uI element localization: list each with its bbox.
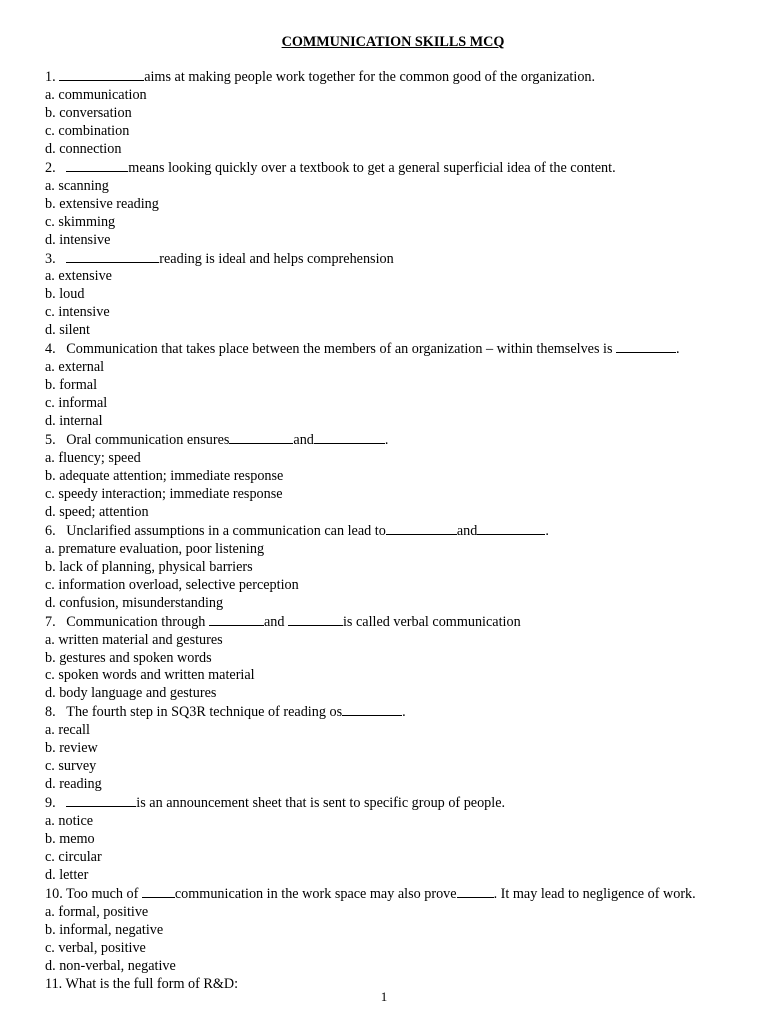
answer-blank <box>477 522 545 535</box>
question-text: Too much of <box>66 885 139 902</box>
document-title: COMMUNICATION SKILLS MCQ <box>281 34 505 50</box>
question-mid: and <box>456 522 478 539</box>
question-text: The fourth step in SQ3R technique of reading os <box>66 704 343 721</box>
option-a: a. communication <box>45 86 147 103</box>
answer-blank <box>314 431 385 444</box>
question-number: 5. <box>45 432 56 449</box>
answer-blank <box>59 68 144 81</box>
question-end: is called verbal communication <box>342 613 521 630</box>
question-number: 11. <box>45 975 63 992</box>
question-number: 2. <box>45 159 56 176</box>
answer-blank <box>66 794 136 807</box>
question-end: . <box>384 432 389 449</box>
option-c: c. intensive <box>45 304 110 321</box>
option-d: d. silent <box>45 322 90 339</box>
answer-blank <box>66 250 159 263</box>
question-end: . <box>545 522 549 539</box>
option-c: c. informal <box>45 395 108 412</box>
option-c: c. verbal, positive <box>45 939 146 956</box>
question-mid: and <box>293 432 314 449</box>
question-text: aims at making people work together for the common good of the organization. <box>144 69 596 85</box>
answer-blank <box>342 703 402 716</box>
option-a: a. extensive <box>45 268 112 285</box>
option-a: a. external <box>45 359 105 376</box>
question-text: What is the full form of R&D: <box>65 975 239 992</box>
question-text: Communication that takes place between the members of an organization – within themselves is <box>66 341 613 358</box>
option-b: b. adequate attention; immediate response <box>45 467 284 484</box>
option-c: c. information overload, selective perception <box>45 576 299 593</box>
question-number: 7. <box>45 613 56 630</box>
option-c: c. spoken words and written material <box>45 667 255 684</box>
option-d: d. confusion, misunderstanding <box>45 594 224 611</box>
option-a: a. scanning <box>45 177 109 194</box>
option-b: b. memo <box>45 831 95 848</box>
option-a: a. formal, positive <box>45 903 149 920</box>
option-c: c. circular <box>45 848 102 865</box>
option-d: d. non-verbal, negative <box>45 957 176 974</box>
document-page <box>45 33 745 994</box>
answer-blank <box>616 340 676 353</box>
option-d: d. reading <box>45 776 102 793</box>
question-8 <box>45 703 745 722</box>
question-number: 1. <box>45 69 56 85</box>
question-text: Communication through <box>66 613 206 630</box>
answer-blank <box>66 159 128 172</box>
answer-blank <box>386 522 457 535</box>
question-number: 8. <box>45 704 56 721</box>
question-number: 10. <box>45 885 63 902</box>
question-number: 9. <box>45 795 56 812</box>
option-b: b. loud <box>45 286 85 303</box>
option-b: b. lack of planning, physical barriers <box>45 558 253 575</box>
question-text: Oral communication ensures <box>66 432 230 449</box>
question-9 <box>45 794 745 813</box>
option-b: b. extensive reading <box>45 195 159 212</box>
answer-blank <box>229 431 293 444</box>
question-number: 4. <box>45 341 56 358</box>
question-2 <box>45 159 745 178</box>
question-end: . <box>402 704 406 721</box>
question-5 <box>45 431 745 450</box>
question-end: . It may lead to negligence of work. <box>493 885 696 902</box>
option-a: a. fluency; speed <box>45 450 141 467</box>
question-text: reading is ideal and helps comprehension <box>159 250 394 267</box>
option-d: d. speed; attention <box>45 503 149 520</box>
question-text: is an announcement sheet that is sent to specific group of people. <box>136 795 506 812</box>
question-7 <box>45 613 745 632</box>
question-10 <box>45 885 745 904</box>
option-a: a. notice <box>45 813 94 830</box>
question-end: . <box>676 341 680 358</box>
option-c: c. survey <box>45 758 97 775</box>
option-a: a. written material and gestures <box>45 631 223 648</box>
answer-blank <box>457 885 494 898</box>
answer-blank <box>209 613 264 626</box>
option-b: b. gestures and spoken words <box>45 649 212 666</box>
answer-blank <box>288 613 343 626</box>
option-d: d. internal <box>45 413 103 430</box>
question-mid: communication in the work space may also prove <box>174 885 457 902</box>
option-a: a. premature evaluation, poor listening <box>45 540 265 557</box>
option-d: d. letter <box>45 866 89 883</box>
question-6 <box>45 522 745 541</box>
option-d: d. body language and gestures <box>45 685 217 702</box>
option-c: c. skimming <box>45 213 116 230</box>
question-mid: and <box>263 613 285 630</box>
question-3 <box>45 250 745 269</box>
question-4 <box>45 340 745 359</box>
option-b: b. review <box>45 740 98 757</box>
question-text: Unclarified assumptions in a communication can lead to <box>66 522 386 539</box>
answer-blank <box>142 885 175 898</box>
question-number: 6. <box>45 522 56 539</box>
option-b: b. formal <box>45 377 98 394</box>
option-c: c. combination <box>45 122 130 139</box>
question-1 <box>45 68 745 87</box>
option-b: b. informal, negative <box>45 921 164 938</box>
option-a: a. recall <box>45 722 90 739</box>
option-d: d. connection <box>45 140 122 157</box>
question-number: 3. <box>45 250 56 267</box>
question-text: means looking quickly over a textbook to get a general superficial idea of the content. <box>128 159 616 176</box>
option-d: d. intensive <box>45 231 111 248</box>
option-b: b. conversation <box>45 104 132 121</box>
option-c: c. speedy interaction; immediate response <box>45 485 283 502</box>
page-number: 1 <box>380 989 388 1004</box>
